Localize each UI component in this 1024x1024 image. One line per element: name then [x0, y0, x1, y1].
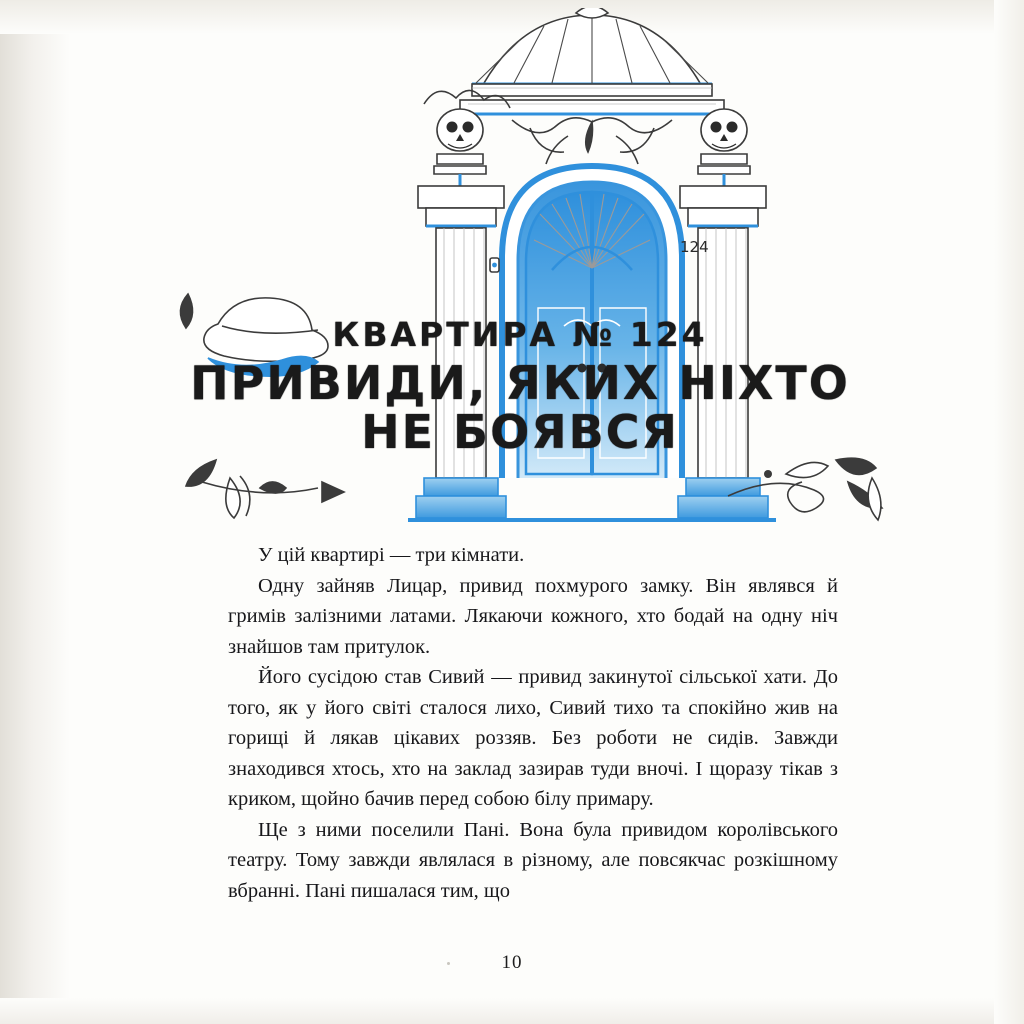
title-line-2: НЕ БОЯВСЯ [361, 405, 679, 460]
paragraph: Ще з ними поселили Пані. Вона була привидом королівського театру. Тому завжди являлася в різному, але повсякчас розкішному вбранні. Пані пишалася тим, що [228, 818, 838, 902]
page-edge-shadow-left [0, 0, 70, 1024]
page-title [180, 355, 860, 460]
page-edge-shadow-bottom [0, 998, 1024, 1024]
page-number: 10 [501, 952, 523, 973]
page-edge-shadow-right [994, 0, 1024, 1024]
shell-crest [472, 8, 712, 84]
paragraph: У цій квартирі — три кімнати. [258, 544, 525, 566]
foliage-scrolls [512, 118, 672, 164]
chapter-title-block [180, 315, 860, 460]
door-number: 124 [680, 238, 709, 256]
body-text [228, 540, 838, 906]
paragraph: Одну зайняв Лицар, привид похмурого замку. Він являвся й гримів залізними латами. Лякаючи кожного, хто бодай на одну ніч знайшов там притулок. [228, 574, 838, 658]
skull-finial-right [698, 109, 750, 186]
title-line-1: ПРИВИДИ, ЯКИХ НІХТО [190, 355, 850, 410]
paragraph: Його сусідою став Сивий — привид закинутої сільської хати. До того, як у його світі сталося лихо, Сивий тихо та спокійно жив на горищі й лякав цікавих роззяв. Без роботи не сидів. Завжди знаходився хтось, хто на заклад зазирав туди вночі. І щоразу тікав з криком, щойно бачив перед собою білу примару. [228, 666, 838, 810]
chapter-kicker: КВАРТИРА № 124 [332, 315, 708, 354]
